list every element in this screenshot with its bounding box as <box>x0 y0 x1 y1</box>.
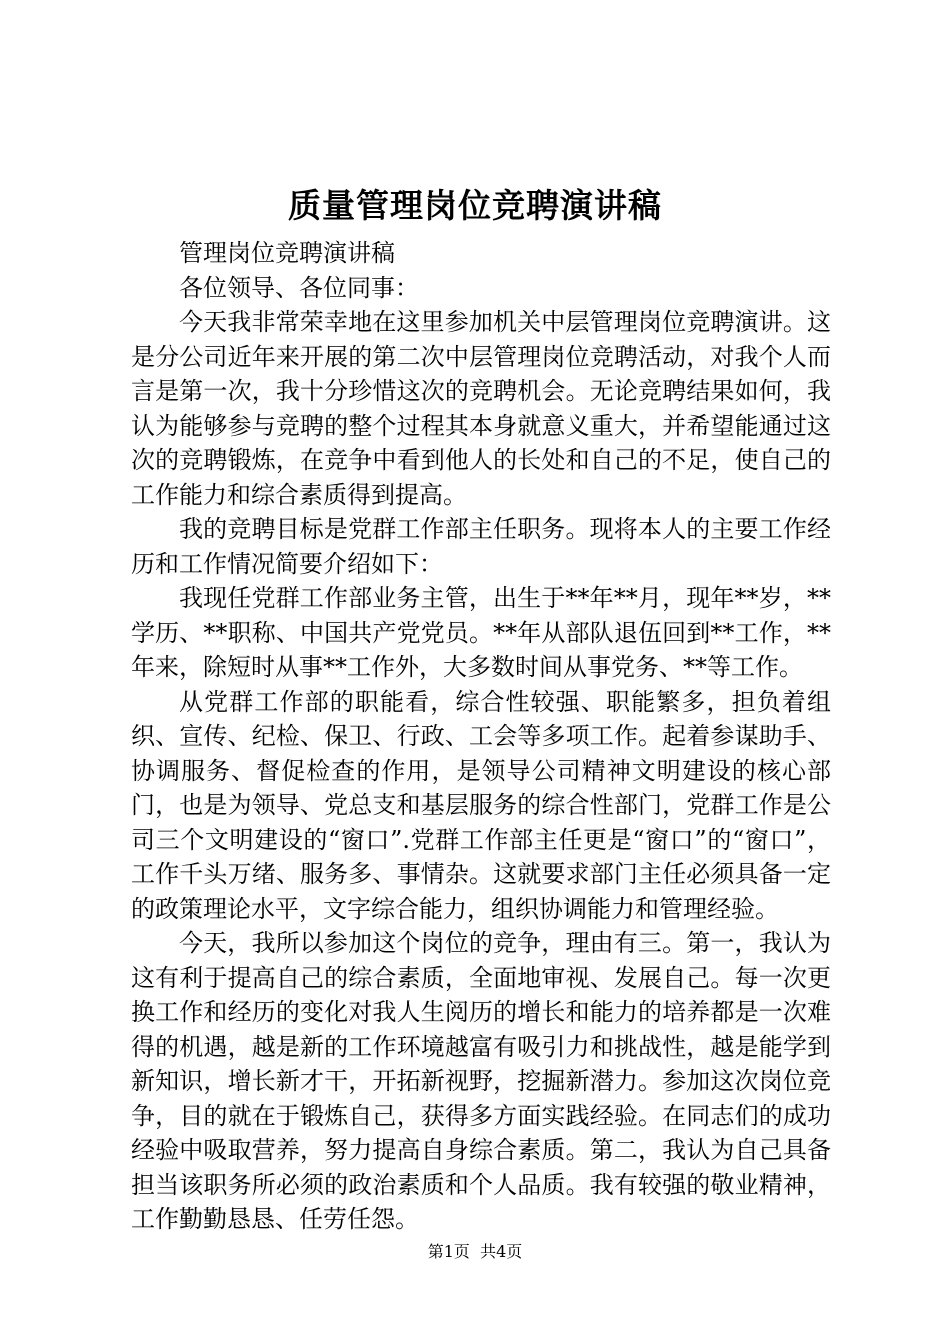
document-body <box>131 236 831 1237</box>
paragraph-goal: 我的竞聘目标是党群工作部主任职务。现将本人的主要工作经历和工作情况简要介绍如下： <box>131 515 831 578</box>
page-number: 第1页 共4页 <box>427 1242 523 1261</box>
paragraph-intro: 今天我非常荣幸地在这里参加机关中层管理岗位竞聘演讲。这是分公司近年来开展的第二次中层管理岗位竞聘活动，对我个人而言是第一次，我十分珍惜这次的竞聘机会。无论竞聘结果如何，我认为能够参与竞聘的整个过程其本身就意义重大，并希望能通过这次的竞聘锻炼，在竞争中看到他人的长处和自己的不足，使自己的工作能力和综合素质得到提高。 <box>131 308 831 509</box>
paragraph-salutation: 各位领导、各位同事： <box>179 273 419 302</box>
paragraph-department-function: 从党群工作部的职能看，综合性较强、职能繁多，担负着组织、宣传、纪检、保卫、行政、工会等多项工作。起着参谋助手、协调服务、督促检查的作用，是领导公司精神文明建设的核心部门，也是为领导、党总支和基层服务的综合性部门，党群工作是公司三个文明建设的“窗口”.党群工作部主任更是“窗口”的“窗口”，工作千头万绪、服务多、事情杂。这就要求部门主任必须具备一定的政策理论水平，文字综合能力，组织协调能力和管理经验。 <box>131 687 831 923</box>
paragraph-background: 我现任党群工作部业务主管，出生于**年**月，现年**岁，**学历、**职称、中国共产党党员。**年从部队退伍回到**工作，**年来，除短时从事**工作外，大多数时间从事党务、**等工作。 <box>131 584 831 681</box>
paragraph-reasons: 今天，我所以参加这个岗位的竞争，理由有三。第一，我认为这有利于提高自己的综合素质，全面地审视、发展自己。每一次更换工作和经历的变化对我人生阅历的增长和能力的培养都是一次难得的机遇，越是新的工作环境越富有吸引力和挑战性，越是能学到新知识，增长新才干，开拓新视野，挖掘新潜力。参加这次岗位竞争，目的就在于锻炼自己，获得多方面实践经验。在同志们的成功经验中吸取营养，努力提高自身综合素质。第二，我认为自己具备担当该职务所必须的政治素质和个人品质。我有较强的敬业精神，工作勤勤恳恳、任劳任怨。 <box>131 929 831 1233</box>
page-footer <box>0 1240 950 1264</box>
paragraph-subtitle: 管理岗位竞聘演讲稿 <box>179 239 395 267</box>
document-title: 质量管理岗位竞聘演讲稿 <box>288 186 662 225</box>
